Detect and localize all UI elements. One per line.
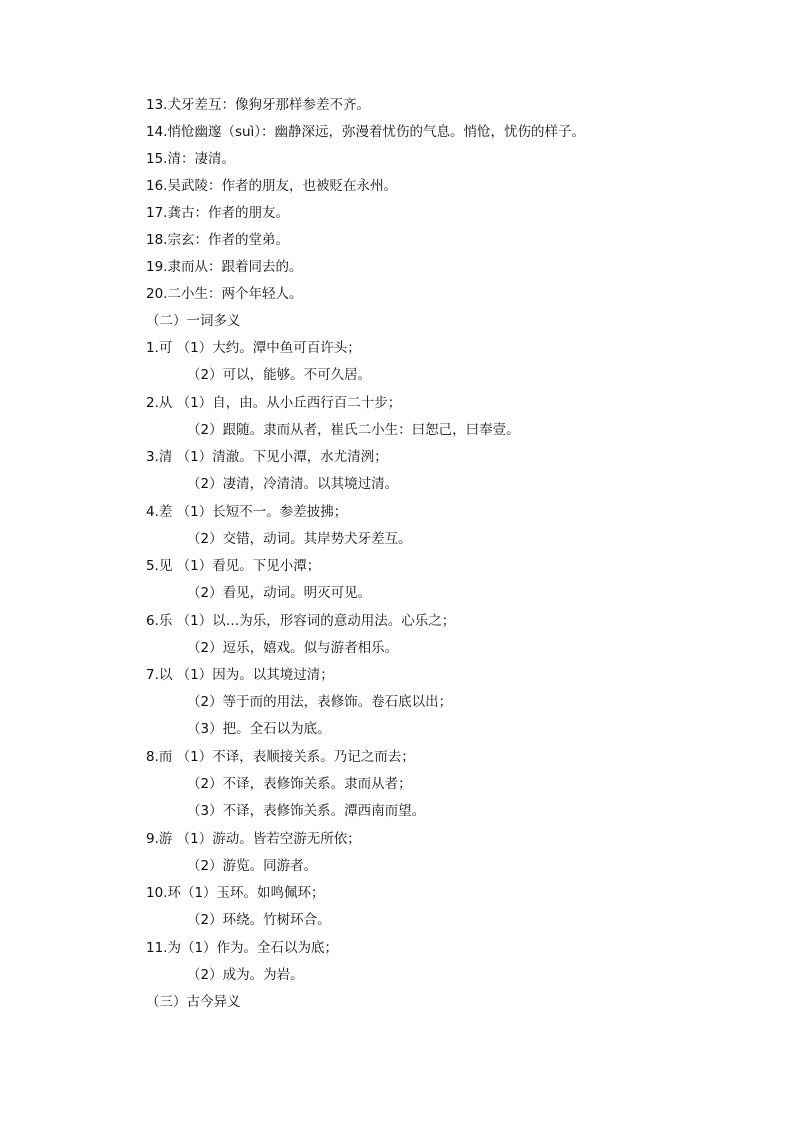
polysemy-sense: （2）可以，能够。不可久居。: [187, 367, 372, 383]
polysemy-entry-you: 9.游 （1）游动。皆若空游无所依；: [146, 831, 361, 847]
polysemy-entry-ke: 1.可 （1）大约。潭中鱼可百许头；: [146, 340, 361, 356]
polysemy-sense: （2）不译，表修饰关系。隶而从者；: [187, 776, 412, 792]
note-17: 17.龚古：作者的朋友。: [146, 205, 289, 221]
polysemy-entry-cha: 4.差 （1）长短不一。参差披拂；: [146, 504, 348, 520]
polysemy-sense: （2）凄清，冷清清。以其境过清。: [187, 476, 399, 492]
section-heading-polysemy: （二）一词多义: [146, 313, 241, 329]
section-heading-ancient-modern: （三）古今异义: [146, 994, 241, 1010]
polysemy-sense: （2）游览。同游者。: [187, 858, 318, 874]
note-15: 15.清：凄清。: [146, 151, 235, 167]
polysemy-entry-jian: 5.见 （1）看见。下见小潭；: [146, 558, 321, 574]
note-19: 19.隶而从：跟着同去的。: [146, 259, 303, 275]
polysemy-entry-le: 6.乐 （1）以…为乐，形容词的意动用法。心乐之；: [146, 613, 456, 629]
polysemy-entry-qing: 3.清 （1）清澈。下见小潭，水尤清洌；: [146, 449, 388, 465]
polysemy-sense: （2）看见，动词。明灭可见。: [187, 585, 372, 601]
polysemy-sense: （2）跟随。隶而从者，崔氏二小生：曰恕己，曰奉壹。: [187, 422, 520, 438]
polysemy-sense: （2）成为。为岩。: [187, 967, 304, 983]
polysemy-sense: （3）不译，表修饰关系。潭西南而望。: [187, 803, 426, 819]
polysemy-entry-er: 8.而 （1）不译，表顺接关系。乃记之而去；: [146, 749, 415, 765]
polysemy-sense: （2）环绕。竹树环合。: [187, 912, 331, 928]
polysemy-sense: （2）逗乐，嬉戏。似与游者相乐。: [187, 640, 399, 656]
note-18: 18.宗玄：作者的堂弟。: [146, 232, 289, 248]
polysemy-sense: （2）交错，动词。其岸势犬牙差互。: [187, 531, 412, 547]
note-20: 20.二小生：两个年轻人。: [146, 286, 303, 302]
note-13: 13.犬牙差互：像狗牙那样参差不齐。: [146, 97, 370, 113]
note-14: 14.悄怆幽邃（suì）：幽静深远，弥漫着忧伤的气息。悄怆，忧伤的样子。: [146, 124, 586, 140]
polysemy-entry-huan: 10.环（1）玉环。如鸣佩环；: [146, 885, 325, 901]
note-16: 16.吴武陵：作者的朋友，也被贬在永州。: [146, 178, 397, 194]
polysemy-sense: （3）把。全石以为底。: [187, 721, 331, 737]
polysemy-sense: （2）等于而的用法，表修饰。卷石底以出；: [187, 694, 453, 710]
polysemy-entry-yi: 7.以 （1）因为。以其境过清；: [146, 667, 334, 683]
polysemy-entry-cong: 2.从 （1）自，由。从小丘西行百二十步；: [146, 395, 402, 411]
polysemy-entry-wei: 11.为（1）作为。全石以为底；: [146, 940, 339, 956]
